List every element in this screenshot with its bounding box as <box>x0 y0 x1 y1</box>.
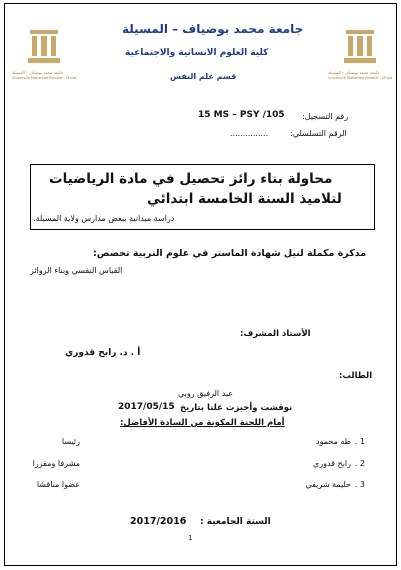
jury-member-name: حليمة شريفي <box>305 480 351 489</box>
department-name: قسم علم النفس <box>170 72 237 81</box>
title-line-1: محاولة بناء رائز تحصيل في مادة الرياضيات <box>49 171 333 187</box>
memo-line: مذكرة مكملة لنيل شهادة الماستر في علوم التربية تخصص: <box>93 248 367 259</box>
jury-member-name: طه محمود <box>316 437 351 446</box>
title-line-2: لتلاميذ السنة الخامسة ابتدائي <box>147 191 342 207</box>
title-box <box>30 164 375 230</box>
jury-role: عضوا مناقشا <box>36 480 80 489</box>
jury-row <box>20 459 365 473</box>
student-label: الطالب: <box>339 371 373 381</box>
jury-label: أمام اللجنة المكونة من السادة الأفاضل: <box>120 418 285 428</box>
logo-caption-ar-left: جامعة محمد بوضياف - المسيلة <box>12 70 64 75</box>
memo-specialty: القياس النفسي وبناء الروائز <box>30 266 123 275</box>
jury-number: 3 . <box>354 480 365 489</box>
serial-label: الرقم التسلسلي: <box>290 129 347 138</box>
student-name: عبد الرفيق روبي <box>178 389 234 398</box>
jury-member-name: رابح قدوري <box>312 459 351 468</box>
jury-number: 1 . <box>354 437 365 446</box>
defense-date: 2017/05/15 <box>118 402 175 412</box>
faculty-name: كلية العلوم الانسانية والاجتماعية <box>125 48 269 58</box>
supervisor-name: أ . د. رابح قدوري <box>65 348 141 358</box>
logo-caption-fr-left: Université Mohamed Boudiaf - M'sila <box>12 76 76 80</box>
serial-value: ............... <box>230 129 269 138</box>
registration-label: رقم التسجيل: <box>302 112 349 121</box>
jury-row <box>20 480 365 494</box>
supervisor-label: الأستاذ المشرف: <box>240 329 311 339</box>
registration-value: 15 MS – PSY /105 <box>198 110 285 120</box>
jury-row <box>20 437 365 451</box>
title-subtitle: دراسة ميدانية ببعض مدارس ولاية المسيلة. <box>33 214 175 223</box>
page-number: 1 <box>188 534 193 542</box>
jury-number: 2 . <box>354 459 365 468</box>
defense-line: نوقشت وأجيزت علنا بتاريخ <box>180 403 293 413</box>
academic-year: 2017/2016 <box>130 516 187 527</box>
academic-year-label: السنة الجامعية : <box>200 517 271 527</box>
jury-role: رئيسا <box>61 437 80 446</box>
logo-caption-fr-right: Université Mohamed Boudiaf - M'sila <box>328 76 392 80</box>
logo-caption-ar-right: جامعة محمد بوضياف - المسيلة <box>328 70 380 75</box>
university-name: جامعة محمد بوضياف – المسيلة <box>122 22 304 36</box>
jury-role: مشرفا ومقررا <box>32 459 80 468</box>
